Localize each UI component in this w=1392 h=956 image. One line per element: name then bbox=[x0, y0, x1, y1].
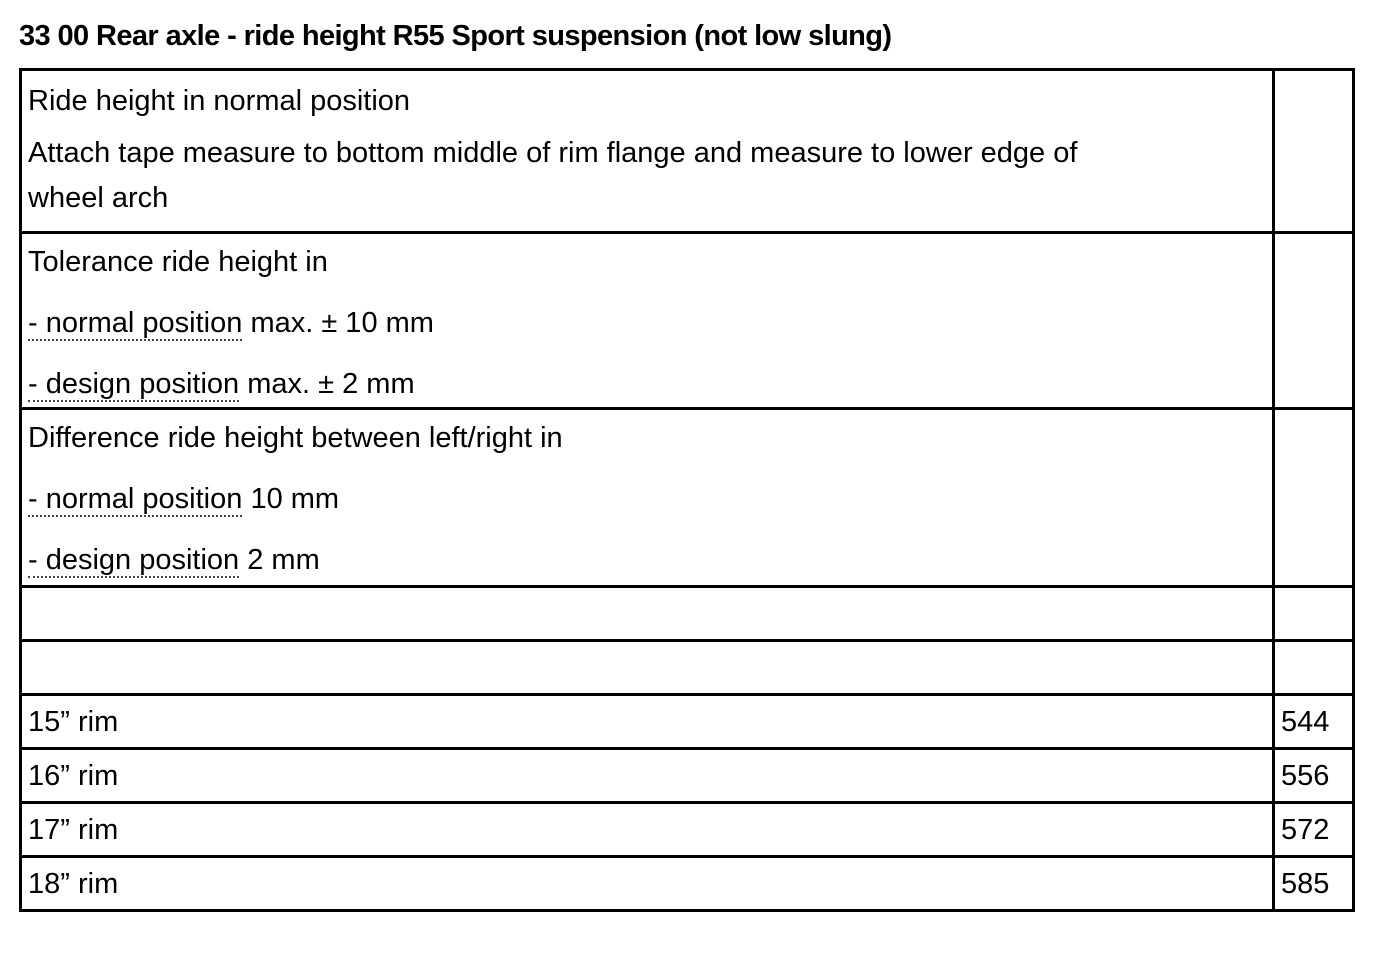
page-title: 33 00 Rear axle - ride height R55 Sport suspension (not low slung) bbox=[19, 20, 892, 52]
tolerance-design-position-link[interactable]: - design position bbox=[28, 368, 240, 400]
table-row-ride-height bbox=[21, 70, 1354, 233]
tolerance-design-value: max. ± 2 mm bbox=[247, 368, 415, 400]
difference-cell bbox=[21, 409, 1274, 587]
difference-design-position-link[interactable]: - design position bbox=[28, 544, 240, 576]
table-row-rim-18 bbox=[21, 857, 1354, 911]
table-row-rim-15 bbox=[21, 695, 1354, 749]
tolerance-heading: Tolerance ride height in bbox=[28, 246, 328, 278]
rim-value: 585 bbox=[1274, 857, 1354, 911]
table-row-difference bbox=[21, 409, 1354, 587]
rim-label: 16” rim bbox=[21, 749, 1274, 803]
ride-height-value-cell bbox=[1274, 70, 1354, 233]
rim-value: 556 bbox=[1274, 749, 1354, 803]
difference-heading: Difference ride height between left/right in bbox=[28, 422, 563, 454]
table-row-empty bbox=[21, 587, 1354, 641]
table-row-rim-16 bbox=[21, 749, 1354, 803]
tolerance-normal-value: max. ± 10 mm bbox=[250, 307, 434, 339]
difference-normal-position-link[interactable]: - normal position bbox=[28, 483, 243, 515]
instruction-line-2: wheel arch bbox=[28, 182, 169, 214]
tolerance-design-line bbox=[28, 354, 1266, 403]
empty-cell bbox=[21, 641, 1274, 695]
table-row-rim-17 bbox=[21, 803, 1354, 857]
ride-height-table bbox=[19, 68, 1355, 912]
difference-value-cell bbox=[1274, 409, 1354, 587]
rim-label: 18” rim bbox=[21, 857, 1274, 911]
tolerance-normal-line bbox=[28, 293, 1266, 354]
table-row-empty bbox=[21, 641, 1354, 695]
ride-height-instruction bbox=[28, 131, 1266, 221]
rim-value: 572 bbox=[1274, 803, 1354, 857]
ride-height-cell bbox=[21, 70, 1274, 233]
rim-value: 544 bbox=[1274, 695, 1354, 749]
difference-normal-line bbox=[28, 469, 1266, 530]
empty-cell bbox=[21, 587, 1274, 641]
empty-value-cell bbox=[1274, 641, 1354, 695]
tolerance-cell bbox=[21, 233, 1274, 409]
table-row-tolerance bbox=[21, 233, 1354, 409]
instruction-line-1: Attach tape measure to bottom middle of rim flange and measure to lower edge of bbox=[28, 137, 1078, 169]
empty-value-cell bbox=[1274, 587, 1354, 641]
rim-label: 15” rim bbox=[21, 695, 1274, 749]
ride-height-heading: Ride height in normal position bbox=[28, 85, 411, 117]
tolerance-value-cell bbox=[1274, 233, 1354, 409]
tolerance-normal-position-link[interactable]: - normal position bbox=[28, 307, 243, 339]
difference-design-value: 2 mm bbox=[247, 544, 320, 576]
difference-normal-value: 10 mm bbox=[250, 483, 340, 515]
rim-label: 17” rim bbox=[21, 803, 1274, 857]
difference-design-line bbox=[28, 530, 1266, 579]
